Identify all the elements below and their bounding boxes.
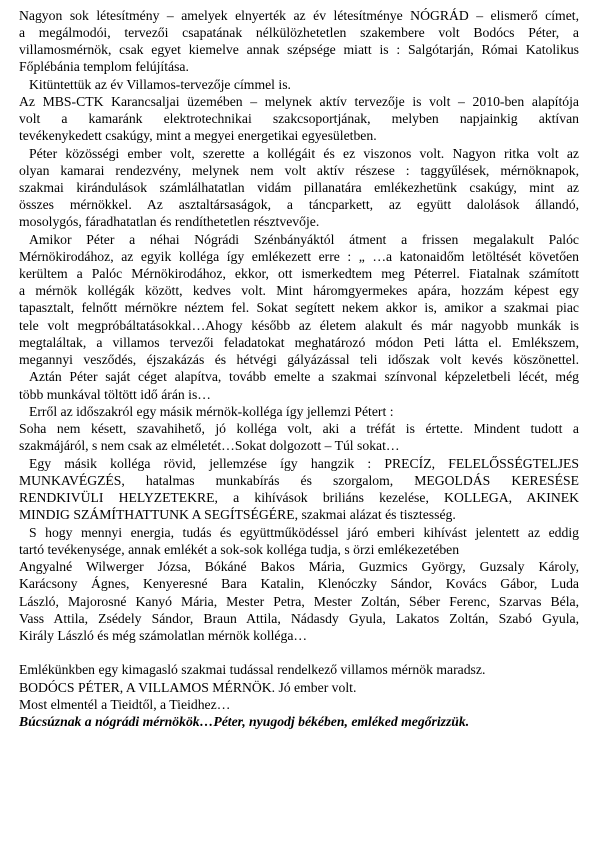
text-line: tele volt megpróbáltatásokkal…Ahogy később az életem alakult és már nagyobb munkák is <box>19 318 579 333</box>
text-line: Emlékünkben egy kimagasló szakmai tudással rendelkező villamos mérnök maradsz. <box>19 662 486 677</box>
text-line: Aztán Péter saját céget alapítva, tovább emelte a szakmai színvonal képzeletbeli lécét, még <box>29 369 579 384</box>
text-line: olyan kamarai rendezvény, melynek nem volt aktív részese : taggyűlések, mérnöknapok, <box>19 163 579 178</box>
text-line: Karácsony Ágnes, Kenyeresné Bara Katalin, Klenóczky Sándor, Kovács Gábor, Luda <box>19 576 579 591</box>
text-line: megannyi vesződés, éjszakázás és hétvégi gályázással teli időszak volt kevés köszönettel. <box>19 352 579 367</box>
closing-line: Búcsúznak a nógrádi mérnökök…Péter, nyugodj békében, emléked megőrizzük. <box>19 714 470 729</box>
text-line: Kitüntettük az év Villamos-tervezője címmel is. <box>29 77 291 92</box>
text-line: mosolygós, fáradhatatlan és rendíthetetlen résztvevője. <box>19 214 320 229</box>
text-line: összes mérnökkel. Az asztaltársaságok, a táncparkett, az együtt dalolások állandó, <box>19 197 579 212</box>
text-line: Soha nem késett, szavahihető, jó kolléga volt, aki a tréfát is értette. Mindent tudott a <box>19 421 579 436</box>
text-line: Mérnökirodához, az egyik kolléga így emlékezett erre : „ …a katonaidőm letöltését követően <box>19 249 579 264</box>
text-line: a mérnök kollégák között, kedves volt. Mint háromgyermekes apára, hozzám képest egy <box>19 283 579 298</box>
text-line: Nagyon sok létesítmény – amelyek elnyerték az év létesítménye NÓGRÁD – elismerő címet, <box>19 8 579 23</box>
text-line: tapasztalt, felnőtt mérnökre néztem fel. Sokat segített nekem akkor is, amikor a szakmai piac <box>19 300 579 315</box>
text-line: több munkával töltött idő árán is… <box>19 387 211 402</box>
text-line: BODÓCS PÉTER, A VILLAMOS MÉRNÖK. Jó ember volt. <box>19 680 357 695</box>
text-line: Erről az időszakról egy másik mérnök-kolléga így jellemzi Pétert : <box>29 404 394 419</box>
text-line: tartó tevékenysége, annak emlékét a sok-sok kolléga tudja, s örzi emlékezetében <box>19 542 460 557</box>
text-line: Király László és még számolatlan mérnök kolléga… <box>19 628 308 643</box>
text-line: MINDIG SZÁMÍTHATTUNK A SEGÍTSÉGÉRE, szakmai alázat és tisztesség. <box>19 507 456 522</box>
text-line: Főplébánia templom felújítása. <box>19 59 189 74</box>
text-line: volt a kamaránk elektrotechnikai szakcsoportjának, melyben napjainkig aktívan <box>19 111 579 126</box>
text-line: Most elmentél a Tieidtől, a Tieidhez… <box>19 697 231 712</box>
text-line: Péter közösségi ember volt, szerette a kollégáit és ez viszonos volt. Nagyon ritka volt az <box>29 146 579 161</box>
text-line: a megálmodói, tervezői csapatának nélkülözhetetlen szakembere volt Bodócs Péter, a <box>19 25 579 40</box>
text-line: Az MBS-CTK Karancsaljai üzemében – melynek aktív tervezője is volt – 2010-ben alapítója <box>19 94 579 109</box>
text-line: László, Majorosné Kanyó Mária, Mester Petra, Mester Zoltán, Séber Ferenc, Szarvas Béla, <box>19 594 579 609</box>
text-line: tevékenykedett csakúgy, mint a megyei energetikai egyesületben. <box>19 128 377 143</box>
text-line: szakmai kirándulások számlálhatatlan vidám pillanatára emlékezhetünk csakúgy, mint az <box>19 180 579 195</box>
text-line: Egy másik kolléga rövid, jellemzése így hangzik : PRECÍZ, FELELŐSSÉGTELJES <box>29 456 579 471</box>
text-line: Angyalné Wilwerger Józsa, Bókáné Bakos Mária, Guzmics György, Guzsaly Károly, <box>19 559 579 574</box>
text-line: Amikor Péter a néhai Nógrádi Szénbányáktól átment a frissen megalakult Palóc <box>29 232 579 247</box>
text-line: megtaláltak, a villamos tervezői feladatokat meghatározó módon Peti látta el. Emlékszem, <box>19 335 579 350</box>
text-line: RENDKIVÜLI HELYZETEKRE, a kihívások briliáns kezelése, KOLLEGA, AKINEK <box>19 490 579 505</box>
text-line: kerültem a Palóc Mérnökirodához, ekkor, ott ismerkedtem meg Péterrel. Fiatalnak számított <box>19 266 579 281</box>
text-line: MUNKAVÉGZÉS, hatalmas munkabírás és szorgalom, MEGOLDÁS KERESÉSE <box>19 473 579 488</box>
text-line: villamosmérnök, csak egyet kiemelve annak szépsége miatt is : Salgótarján, Római Katolikus <box>19 42 579 57</box>
text-line: Vass Attila, Zsédely Sándor, Braun Attila, Nádasdy Gyula, Lakatos Zoltán, Szabó Gyula, <box>19 611 579 626</box>
text-line: szakmájáról, s nem csak az elméletét…Sokat dolgozott – Túl sokat… <box>19 438 400 453</box>
text-line: S hogy mennyi energia, tudás és együttműködéssel járó emberi kihívást jelentett az eddig <box>29 525 579 540</box>
